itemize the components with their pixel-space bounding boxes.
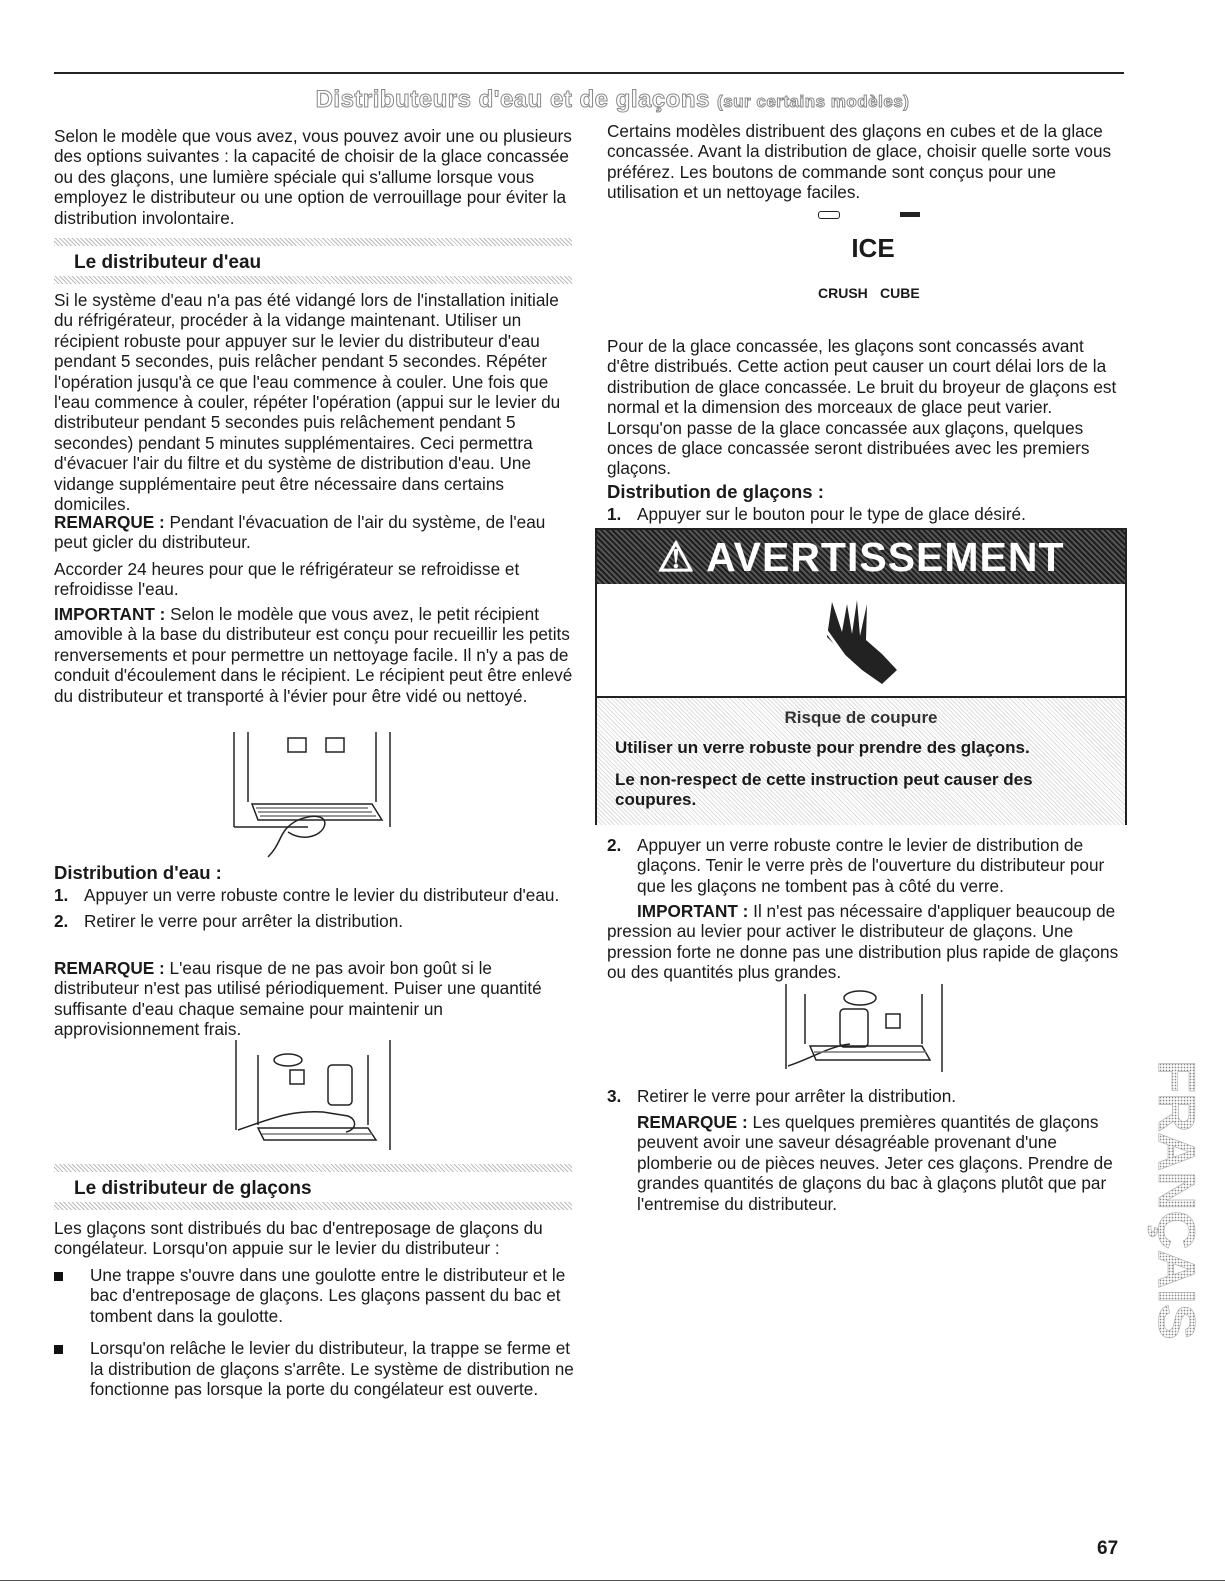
cut-hand-icon — [812, 592, 912, 687]
warning-header — [597, 530, 1125, 584]
step-text: Retirer le verre pour arrêter la distribution. — [637, 1086, 957, 1106]
remarque-paragraph-2 — [54, 958, 574, 1040]
warning-risk: Risque de coupure — [784, 708, 938, 727]
step-text: Appuyer un verre robuste contre le levier du distributeur d'eau. — [84, 885, 560, 905]
section-divider — [54, 276, 572, 284]
remarque-paragraph-3 — [637, 1112, 1122, 1214]
step-number: 2. — [54, 911, 69, 932]
ice-glass-illustration — [780, 984, 950, 1074]
remarque-text: Les quelques premières quantités de glaçons peuvent avoir une saveur désagréable provenant d'une plomberie ou de pièces neuves. Jeter ces glaçons. Prendre de grandes quantités de glaçons du bac à glaçons plutôt que par l'entremise du distributeur. — [637, 1112, 1113, 1214]
important-label: IMPORTANT : — [637, 901, 749, 921]
page-title-note: (sur certains modèles) — [717, 92, 910, 111]
section-header-water — [54, 238, 572, 284]
water-steps-list — [54, 885, 574, 932]
top-rule — [54, 72, 1124, 74]
section-divider — [54, 238, 572, 246]
important-paragraph-1 — [54, 604, 574, 706]
cube-indicator-icon — [900, 212, 920, 217]
cooling-paragraph: Accorder 24 heures pour que le réfrigérateur se refroidisse et refroidisse l'eau. — [54, 559, 520, 600]
page-title-text: Distributeurs d'eau et de glaçons — [315, 86, 710, 113]
warning-box — [595, 528, 1127, 825]
ice-step-2 — [607, 835, 1122, 896]
ice-step-1 — [607, 504, 1122, 524]
section-divider — [54, 1164, 572, 1172]
remarque-label: REMARQUE : — [54, 958, 165, 978]
step-number: 1. — [607, 504, 622, 524]
language-side-tab — [1147, 1060, 1209, 1345]
list-item — [54, 885, 574, 905]
section-header-ice — [54, 1164, 572, 1210]
intro-paragraph: Selon le modèle que vous avez, vous pouvez avoir une ou plusieurs des options suivantes : la capacité de choisir de la glace concassée ou des glaçons, une lumière spéciale qui s'allume lorsque vous employez le distributeur ou une option de verrouillage pour éviter la distribution involontaire. — [54, 126, 572, 228]
crushed-ice-paragraph: Pour de la glace concassée, les glaçons sont concassés avant d'être distribués. Cette action peut causer un court délai lors de la distribution de glace concassée. Le bruit du broyeur de glaçons est normal et la dimension des morceaux de glace peut varier. Lorsqu'on passe de la glace concassée aux glaçons, quelques onces de glace concassée seront distribuées avec les premiers glaçons. — [607, 336, 1117, 479]
water-glass-illustration — [228, 1040, 398, 1152]
list-item — [54, 911, 574, 931]
ice-dispenser-paragraph: Les glaçons sont distribués du bac d'entreposage de glaçons du congélateur. Lorsqu'on appuie sur le levier du distributeur : — [54, 1218, 543, 1259]
warning-heading: AVERTISSEMENT — [706, 534, 1065, 580]
crush-button[interactable]: CRUSH — [818, 285, 868, 301]
remarque-label: REMARQUE : — [54, 512, 165, 532]
drip-tray-illustration — [228, 732, 398, 860]
list-item — [54, 1265, 574, 1326]
page-title — [0, 86, 1225, 114]
side-tab-text: FRANÇAIS — [1147, 1060, 1205, 1329]
important-paragraph-2 — [607, 901, 1122, 983]
bullet-text: Lorsqu'on relâche le levier du distributeur, la trappe se ferme et la distribution de glaçons s'arrête. Le système de distribution ne fonctionne pas lorsque la porte du congélateur est ouverte. — [90, 1338, 574, 1400]
page-number: 67 — [1097, 1538, 1119, 1559]
list-item — [54, 1338, 574, 1399]
remarque-label: REMARQUE : — [637, 1112, 748, 1132]
step-text: Appuyer sur le bouton pour le type de glace désiré. — [637, 504, 1026, 524]
ice-bullet-list — [54, 1265, 574, 1399]
water-distribution-heading: Distribution d'eau : — [54, 862, 222, 883]
crush-indicator-icon — [818, 211, 840, 219]
ice-control-panel — [808, 205, 938, 310]
section-title: Le distributeur d'eau — [74, 252, 262, 273]
step-number: 2. — [607, 835, 622, 855]
warning-line-2: Le non-respect de cette instruction peut causer des coupures. — [615, 770, 1033, 809]
bullet-square-icon — [54, 1265, 90, 1326]
important-text: Selon le modèle que vous avez, le petit récipient amovible à la base du distributeur est conçu pour recueillir les petits renversements et pour permettre un nettoyage facile. Il n'y a pas de conduit d'écoulement dans le récipient. Le récipient peut être enlevé du distributeur et transporté à l'évier pour être vidé ou nettoyé. — [54, 604, 573, 706]
section-title: Le distributeur de glaçons — [74, 1178, 312, 1199]
right-intro-paragraph: Certains modèles distribuent des glaçons en cubes et de la glace concassée. Avant la distribution de glace, choisir quelle sorte vous préférez. Les boutons de commande sont conçus pour une utilisation et un nettoyage faciles. — [607, 121, 1112, 203]
warning-message-area — [597, 696, 1125, 825]
bottom-rule — [0, 1580, 1225, 1581]
remarque-paragraph-1 — [54, 512, 574, 553]
warning-line-1: Utiliser un verre robuste pour prendre des glaçons. — [615, 738, 1030, 757]
remarque-text: Pendant l'évacuation de l'air du système, de l'eau peut gicler du distributeur. — [54, 512, 546, 553]
bullet-square-icon — [54, 1338, 90, 1399]
ice-step-3 — [607, 1086, 1122, 1106]
remarque-text: L'eau risque de ne pas avoir bon goût si le distributeur n'est pas utilisé périodiquement. Puiser une quantité suffisante d'eau chaque semaine pour maintenir un approvisionnement frais. — [54, 958, 542, 1040]
cube-button[interactable]: CUBE — [880, 285, 920, 301]
important-text: Il n'est pas nécessaire d'appliquer beaucoup de pression au levier pour activer le distributeur de glaçons. Une pression forte ne donne pas une distribution plus rapide de glaçons ou des quantités plus grandes. — [607, 901, 1119, 983]
ice-distribution-heading: Distribution de glaçons : — [607, 481, 824, 502]
section-divider — [54, 1202, 572, 1210]
step-number: 3. — [607, 1086, 622, 1106]
step-text: Appuyer un verre robuste contre le levier de distribution de glaçons. Tenir le verre près de l'ouverture du distributeur pour que les glaçons ne tombent pas à côté du verre. — [637, 835, 1105, 896]
water-flush-paragraph: Si le système d'eau n'a pas été vidangé lors de l'installation initiale du réfrigérateur, procéder à la vidange maintenant. Utiliser un récipient robuste pour appuyer sur le levier du distributeur d'eau pendant 5 secondes, puis relâcher pendant 5 secondes. Répéter l'opération jusqu'à ce que l'eau commence à couler. Une fois que l'eau commence à couler, répéter l'opération (appui sur le levier du distributeur pendant 5 secondes puis relâchement pendant 5 secondes) pendant 5 minutes supplémentaires. Ceci permettra d'évacuer l'air du filtre et du système de distribution d'eau. Une vidange supplémentaire peut être nécessaire dans certains domiciles. — [54, 290, 561, 515]
ice-label: ICE — [851, 233, 895, 263]
step-text: Retirer le verre pour arrêter la distribution. — [84, 911, 404, 932]
important-label: IMPORTANT : — [54, 604, 166, 624]
step-number: 1. — [54, 885, 69, 905]
bullet-text: Une trappe s'ouvre dans une goulotte entre le distributeur et le bac d'entreposage de glaçons. Les glaçons passent du bac et tombent dans la goulotte. — [90, 1265, 566, 1326]
warning-triangle-icon: ⚠ — [657, 534, 696, 580]
